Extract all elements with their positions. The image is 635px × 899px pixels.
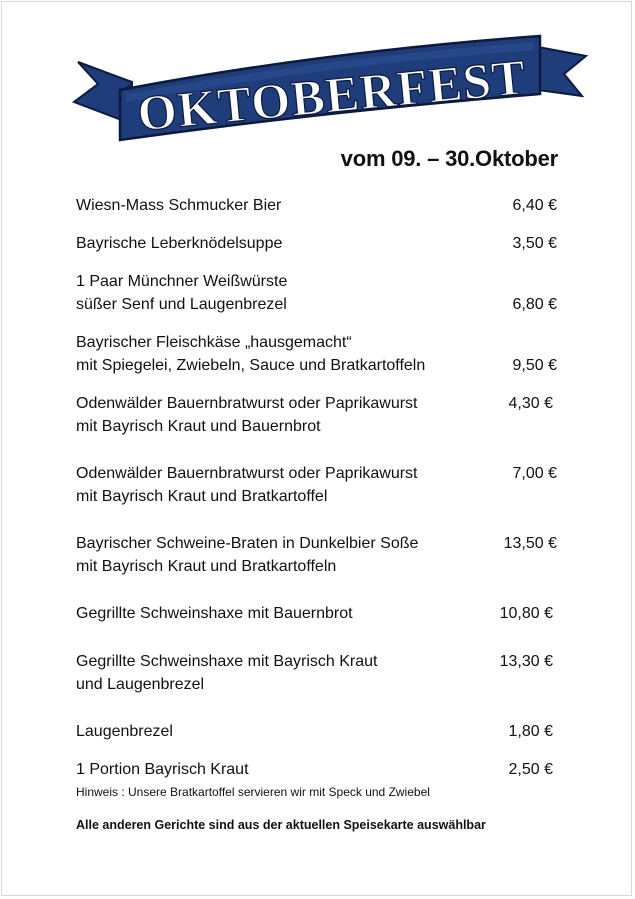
footer-note: Alle anderen Gerichte sind aus der aktuellen Speisekarte auswählbar — [76, 818, 486, 832]
menu-item-description: mit Bayrisch Kraut und Bratkartoffeln — [76, 558, 337, 575]
menu-item-price: 10,80 € — [499, 605, 553, 622]
menu-item-price: 13,50 € — [503, 535, 557, 552]
menu-item — [76, 392, 556, 438]
menu-item-price: 6,40 € — [512, 197, 557, 214]
menu-item — [76, 194, 556, 217]
menu-item-name: Wiesn-Mass Schmucker Bier — [76, 197, 282, 214]
hint-note: Hinweis : Unsere Bratkartoffel servieren wir mit Speck und Zwiebel — [76, 785, 430, 799]
menu-item-price: 9,50 € — [512, 357, 557, 374]
menu-item-name: Bayrischer Fleischkäse „hausgemacht“ — [76, 334, 352, 351]
menu-item-name: Gegrillte Schweinshaxe mit Bauernbrot — [76, 605, 353, 622]
menu-item-price: 4,30 € — [508, 395, 553, 412]
menu-item — [76, 462, 556, 508]
menu-item-name: Odenwälder Bauernbratwurst oder Paprikawurst — [76, 395, 418, 412]
menu-item-name: Bayrische Leberknödelsuppe — [76, 235, 283, 252]
menu-item-name: 1 Portion Bayrisch Kraut — [76, 761, 249, 778]
menu-item — [76, 758, 556, 781]
menu-item — [76, 602, 556, 625]
menu-item-price: 2,50 € — [508, 761, 553, 778]
menu-item-description: mit Spiegelei, Zwiebeln, Sauce und Bratkartoffeln — [76, 357, 426, 374]
menu-item — [76, 720, 556, 743]
menu-item-name: Odenwälder Bauernbratwurst oder Paprikawurst — [76, 465, 418, 482]
oktoberfest-banner — [70, 30, 590, 145]
menu-item-name: 1 Paar Münchner Weißwürste — [76, 273, 288, 290]
date-range: vom 09. – 30.Oktober — [340, 146, 558, 171]
menu-item-price: 7,00 € — [512, 465, 557, 482]
menu-item-price: 6,80 € — [512, 296, 557, 313]
menu-item — [76, 532, 556, 578]
menu-item-price: 13,30 € — [499, 653, 553, 670]
menu-item — [76, 331, 556, 377]
menu-item-name: Laugenbrezel — [76, 723, 173, 740]
menu-item-description: mit Bayrisch Kraut und Bauernbrot — [76, 418, 321, 435]
menu-item-description: süßer Senf und Laugenbrezel — [76, 296, 287, 313]
menu-item — [76, 270, 556, 316]
menu-item-name: Gegrillte Schweinshaxe mit Bayrisch Kraut — [76, 653, 378, 670]
menu-item — [76, 650, 556, 696]
menu-item-name: Bayrischer Schweine-Braten in Dunkelbier Soße — [76, 535, 419, 552]
menu-item-price: 1,80 € — [508, 723, 553, 740]
menu-item-price: 3,50 € — [512, 235, 557, 252]
banner-title: OKTOBERFEST — [135, 48, 527, 142]
menu-item — [76, 232, 556, 255]
menu-item-description: mit Bayrisch Kraut und Bratkartoffel — [76, 488, 328, 505]
menu-item-description: und Laugenbrezel — [76, 676, 205, 693]
